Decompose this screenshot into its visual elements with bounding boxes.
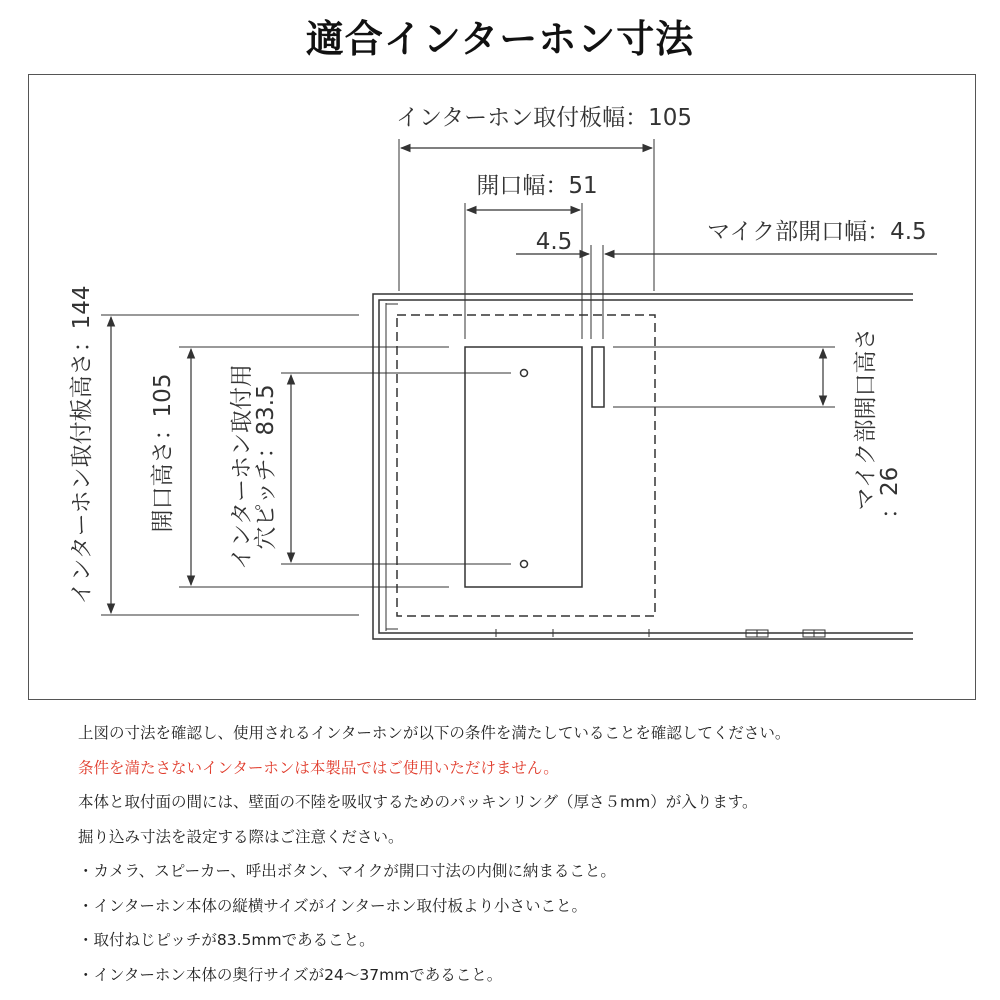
mounting-hole-bottom <box>521 561 528 568</box>
intercom-opening <box>465 347 582 587</box>
note-line: 本体と取付面の間には、壁面の不陸を吸収するためのパッキンリング（厚さ５mm）が入ります。 <box>78 793 758 811</box>
diagram-frame <box>28 74 976 700</box>
bullet-item: ・インターホン本体の縦横サイズがインターホン取付板より小さいこと。 <box>78 896 588 915</box>
mounting-hole-top <box>521 370 528 377</box>
opening-height-label: 開口高さ：105 <box>150 373 176 533</box>
mic-opening-width-label: マイク部開口幅：4.5 <box>707 219 927 245</box>
dimension-diagram <box>29 75 975 699</box>
mic-height-label-line2: ：26 <box>877 466 903 519</box>
pitch-label-line1: インターホン取付用 <box>229 363 255 571</box>
gap-label: 4.5 <box>535 229 573 255</box>
notes-section <box>78 716 978 992</box>
warning-line: 条件を満たさないインターホンは本製品ではご使用いただけません。 <box>78 758 559 777</box>
bullet-item: ・カメラ、スピーカー、呼出ボタン、マイクが開口寸法の内側に納まること。 <box>78 862 616 880</box>
bullet-item: ・インターホン本体の奥行サイズが24〜37mmであること。 <box>78 965 503 984</box>
opening-width-label: 開口幅：51 <box>476 173 598 199</box>
mounting-plate <box>373 294 913 639</box>
bullet-item: ・取付ねじピッチが83.5mmであること。 <box>78 931 375 949</box>
mic-height-label-line1: マイク部開口高さ <box>853 327 879 511</box>
pitch-label-line2: 穴ピッチ：83.5 <box>253 384 279 550</box>
plate-height-label: インターホン取付板高さ：144 <box>69 285 95 605</box>
mic-opening <box>592 347 604 407</box>
plate-width-label: インターホン取付板幅：105 <box>396 105 692 131</box>
note-line: 掘り込み寸法を設定する際はご注意ください。 <box>78 827 404 846</box>
page-title: 適合インターホン寸法 <box>305 17 695 61</box>
note-line: 上図の寸法を確認し、使用されるインターホンが以下の条件を満たしていることを確認してください。 <box>78 724 791 742</box>
